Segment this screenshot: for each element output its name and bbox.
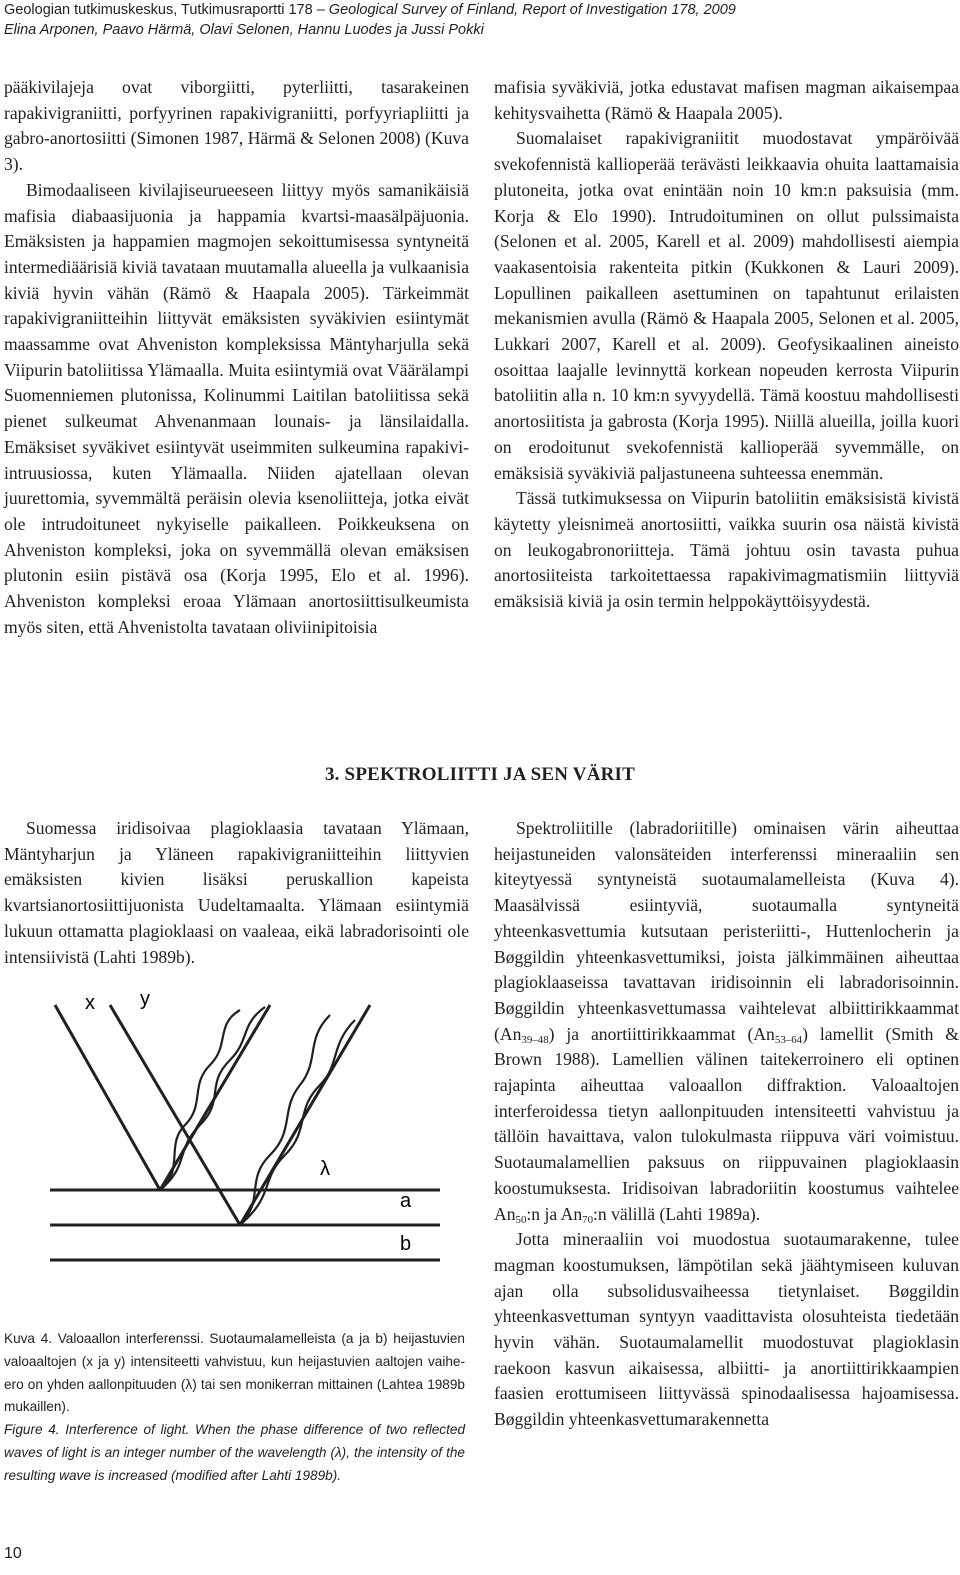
text-run: Spektroliitille (labradoriitille) ominaisen värin aiheuttaa heijastuneiden valonsäteiden interferenssi mineraaliin sen kiteytyessä syntyneistä suotaumalamelleista (Kuva 4). Maasälvissä esiintyviä, suotaumalla syntyneitä yhteenkasvettumia kutsutaan peristeriitti-, Huttenlocherin ja Bøggildin yhteenkasvettumiksi, joista jälkimmäinen aiheuttaa plagioklaaseissa tavattavan iridisoinnin eli labradorisoinnin. Bøggildin yhteenkasvettumassa vaihtelevat albiittirikkaammat (An xyxy=(494,818,959,1044)
text-run: ) ja anortiittirikkaammat (An xyxy=(548,1023,775,1044)
right-column-top xyxy=(494,75,959,615)
series-title-fi: Geologian tutkimuskeskus, Tutkimusraportti 178 – xyxy=(4,2,329,18)
paragraph: Tässä tutkimuksessa on Viipurin batoliitin emäksisistä kivistä käytetty yleisnimeä anortosiitti, vaikka suurin osa näistä kivistä on leukogabronoriitteja. Tämä johtuu osin tavasta puhua anortosiiteista tarkoitettaessa rapakivimagmatismiin liittyviä emäksisiä kiviä ja osin termin helppokäyttöisyydestä. xyxy=(494,488,959,612)
paragraph: Suomessa iridisoivaa plagioklaasia tavataan Ylämaan, Mäntyharjun ja Yläneen rapakivigraniitteihin liittyvien emäksisten kivien lisäksi peruskallion kapeista kvartsianortosiittijuonista Uudeltamaalta. Ylämaan esiintymiä lukuun ottamatta plagioklaasi on vaaleaa, eikä labradorisointi ole intensiivistä (Lahti 1989b). xyxy=(4,818,469,967)
subscript: 53–64 xyxy=(774,1033,803,1046)
series-title-en: Geological Survey of Finland, Report of Investigation 178, 2009 xyxy=(328,2,736,18)
incident-ray-1 xyxy=(55,1005,160,1190)
text-run: :n välillä (Lahti 1989a). xyxy=(593,1203,761,1224)
label-y: y xyxy=(140,988,150,1010)
right-column-bottom xyxy=(494,816,959,1433)
section-heading: 3. SPEKTROLIITTI JA SEN VÄRIT xyxy=(324,764,636,785)
left-column-top xyxy=(4,75,469,640)
left-column-bottom xyxy=(4,816,469,970)
incident-ray-2 xyxy=(110,1005,240,1225)
text-run: ) lamellit (Smith & Brown 1988). Lamellien välinen taitekerroinero eli optinen rajapinta aiheuttaa valoaallon diffraktion. Valoaaltojen interferoidessa tietyn aallonpituuden intensiteetti vahvistuu ja tällöin havaittava, valon tulokulmasta riippuva väri voimistuu. Suotaumalamellien paksuus on riippuvainen plagioklaasin koostumuksesta. Iridisoivan labradoriitin koostumus vaihtelee An xyxy=(494,1023,959,1224)
authors-line: Elina Arponen, Paavo Härmä, Olavi Selonen, Hannu Luodes ja Jussi Pokki xyxy=(4,22,484,38)
paragraph: Suomalaiset rapakivigraniitit muodostavat ympäröivää svekofennistä kallioperää terävästi leikkaavia ohuita laattamaisia plutoneita, jotka ovat enintään noin 10 km:n paksuisia (mm. Korja & Elo 1990). Intrudoituminen on ollut pulssimaista (Selonen et al. 2005, Karell et al. 2009) mahdollisesti aiempia vaakasentoisia rakenteita pitkin (Kukkonen & Lauri 2009). Lopullinen paikalleen asettuminen on tapahtunut erilaisten mekanismien avulla (Rämö & Haapala 2005, Selonen et al. 2005, Lukkari 2007, Karell et al. 2009). Geofysikaalinen aineisto osoittaa laajalle levinnyttä korkean nopeuden kerrosta Viipurin batoliitin alla n. 10 km:n syvyydellä. Tämä koostuu mahdollisesti anortosiitista ja gabrosta (Korja 1995). Niillä alueilla, joilla kuori on erodoitunut svekofennistä kallioperää syvemmälle, on emäksisiä syväkiviä paljastuneena suhteessa enemmän. xyxy=(494,128,959,483)
label-a: a xyxy=(400,1190,412,1212)
figure-caption xyxy=(4,1328,465,1488)
caption-fi: Kuva 4. Valoaallon interferenssi. Suotaumalamelleista (a ja b) heijastuvien valoaaltojen (x ja y) intensiteetti vahvistuu, kun heijastuvien aaltojen vaihe-ero on yhden aallonpituuden (λ) tai sen monikerran mittainen (Lahtea 1989b mukaillen). xyxy=(4,1331,465,1415)
paragraph xyxy=(494,816,959,1227)
wave-y xyxy=(240,1015,330,1225)
text-run: :n ja An xyxy=(526,1203,583,1224)
subscript: 70 xyxy=(582,1213,594,1226)
label-b: b xyxy=(400,1233,412,1255)
caption-en: Figure 4. Interference of light. When the phase difference of two reflected waves of light is an integer number of the wavelength (λ), the intensity of the resulting wave is increased (modified after Lahti 1989b). xyxy=(4,1422,465,1483)
paragraph: Bimodaaliseen kivilajiseurueeseen liittyy myös samanikäisiä mafisia diabaasijuonia ja happamia kvartsi-maasälpäjuonia. Emäksisten ja happamien magmojen sekoittumisessa syntyneitä intermediäärisiä kiviä tavataan muutamalla alueella ja vulkaanisia kiviä hyvin vähän (Rämö & Haapala 2005). Tärkeimmät rapakivigraniitteihin liittyvät emäksisten syväkivien esiintymät maassamme ovat Ahveniston kompleksissa Mäntyharjulla sekä Viipurin batoliitissa Ylämaalla. Muita esiintymiä ovat Väärälampi Suomenniemen plutonissa, Kolinummi Laitilan batoliitissa sekä pienet sulkeumat Ahvenanmaan lounais- ja länsilaidalla. Emäksiset syväkivet esiintyvät useimmiten sulkeumina rapakivi-intruusiossa, kuten Ylämaalla. Niiden ajatellaan olevan juurettomia, syvemmältä peräisin olevia ksenoliitteja, jotka eivät ole intrudoituneet nykyiselle paikalleen. Poikkeuksena on Ahveniston kompleksi, joka on syvemmällä olevan emäksisen plutonin esiin pistävä osa (Korja 1995, Elo et al. 1996). Ahveniston kompleksi eroaa Ylämaan anortosiittisulkeumista myös siten, että Ahvenistolta tavataan oliviinipitoisia xyxy=(4,179,469,637)
interference-figure xyxy=(40,985,460,1325)
page-number: 10 xyxy=(4,1545,22,1562)
label-x: x xyxy=(85,992,95,1014)
paragraph: pääkivilajeja ovat viborgiitti, pyterliitti, tasarakeinen rapakivigraniitti, porfyyrinen rapakivigraniitti, porfyyriapliitti ja gabro-anortosiitti (Simonen 1987, Härmä & Selonen 2008) (Kuva 3). xyxy=(4,77,469,175)
reflected-ray-y xyxy=(240,1005,370,1225)
interference-diagram xyxy=(40,985,460,1325)
running-header xyxy=(4,0,944,40)
subscript: 39–48 xyxy=(521,1033,549,1046)
paragraph: mafisia syväkiviä, jotka edustavat mafisen magman aikaisempaa kehitysvaihetta (Rämö & Haapala 2005). xyxy=(494,77,959,123)
wave-x xyxy=(160,1010,240,1190)
paragraph: Jotta mineraaliin voi muodostua suotaumarakenne, tulee magman koostumuksen, lämpötilan sekä jäähtymiseen kuluvan ajan olla subsolidusvaiheessa tietynlaiset. Bøggildin yhteenkasvettuman syntyyn vaadittavista olosuhteista tiedetään hyvin vähän. Suotaumalamellit muodostuvat plagioklasin raekoon kasvun aikaisessa, albiitti- ja anortiittirikkaampien faasien erottumiseen liittyvässä spinodaalisessa hajoamisessa. Bøggildin yhteenkasvettumarakennetta xyxy=(494,1229,959,1430)
label-lambda: λ xyxy=(320,1158,330,1180)
series-line xyxy=(4,0,944,20)
subscript: 50 xyxy=(515,1213,527,1226)
